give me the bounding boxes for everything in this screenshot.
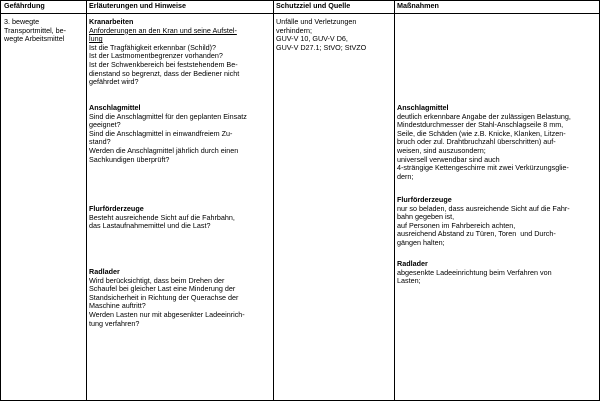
hazard-cell: 3. bewegte Transportmittel, be- wegte Arbeitsmittel xyxy=(4,17,67,44)
section-body: Wird berücksichtigt, dass beim Drehen der Schaufel bei gleicher Last eine Minderung der Standsicherheit in Richtung der Querachse der Maschine auftritt? Werden Lasten nur mit abgesenkter Ladeeinrich- tung verfahren? xyxy=(89,275,245,328)
section-heading: Anschlagmittel xyxy=(397,103,449,112)
section-kranarbeiten xyxy=(89,18,239,87)
measures-flurfoerderzeuge xyxy=(397,196,570,248)
section-body: abgesenkte Ladeeinrichtung beim Verfahren von Lasten; xyxy=(397,267,552,286)
section-heading: Flurförderzeuge xyxy=(89,204,144,213)
section-body: Ist die Tragfähigkeit erkennbar (Schild)? Ist der Lastmomentbegrenzer vorhanden? Ist der Schwenkbereich bei feststehendem Be- dienstand so begrenzt, dass der Bediener nicht gefährdet wird? xyxy=(89,42,240,87)
section-flurfoerderzeuge-questions xyxy=(89,205,235,231)
column-divider-1 xyxy=(86,0,87,401)
section-heading: Radlader xyxy=(89,267,120,276)
column-header-schutzziel: Schutzziel und Quelle xyxy=(276,1,351,10)
section-heading: Kranarbeiten xyxy=(89,17,134,26)
protection-cell: Unfälle und Verletzungen verhindern; GUV-V 10, GUV-V D6, GUV-V D27.1; StVO; StVZO xyxy=(276,17,367,52)
column-header-massnahmen: Maßnahmen xyxy=(397,1,439,10)
section-radlader-questions xyxy=(89,268,245,328)
section-anschlagmittel-questions xyxy=(89,104,247,164)
column-divider-3 xyxy=(394,0,395,401)
column-header-gefaehrdung: Gefährdung xyxy=(4,1,45,10)
measures-anschlagmittel xyxy=(397,104,571,181)
section-heading: Radlader xyxy=(397,259,428,268)
section-body: Sind die Anschlagmittel für den geplanten Einsatz geeignet? Sind die Anschlagmittel in einwandfreiem Zu- stand? Werden die Anschlagmittel jährlich durch einen Sachkundigen überprüft? xyxy=(89,111,247,164)
section-heading: Anschlagmittel xyxy=(89,103,141,112)
measures-radlader xyxy=(397,260,552,286)
section-body: nur so beladen, dass ausreichende Sicht auf die Fahr- bahn gegeben ist, auf Personen im Fahrbereich achten, ausreichend Abstand zu Türen, Toren und Durch- gängen halten; xyxy=(397,203,570,247)
column-divider-2 xyxy=(273,0,274,401)
column-header-erlaeuterungen: Erläuterungen und Hinweise xyxy=(89,1,187,10)
section-heading: Flurförderzeuge xyxy=(397,195,452,204)
section-body: Besteht ausreichende Sicht auf die Fahrbahn, das Lastaufnahmemittel und die Last? xyxy=(89,212,235,231)
table-left-border xyxy=(0,0,1,401)
section-body: deutlich erkennbare Angabe der zulässigen Belastung, Mindestdurchmesser der Stahl-Anschlagseile 8 mm, Seile, die Schäden (wie z.B. Knicke, Klanken, Litzen- bruch oder zul. Drahtbruchzahl überschritten) auf- weisen, sind auszusondern; universell verwendbar sind auch 4-strängige Kettengeschirre mit zwei Verkürzungsglie- dern; xyxy=(397,111,571,181)
section-subheading: Anforderungen an den Kran und seine Aufstel- lung xyxy=(89,25,237,44)
header-divider xyxy=(0,13,600,14)
